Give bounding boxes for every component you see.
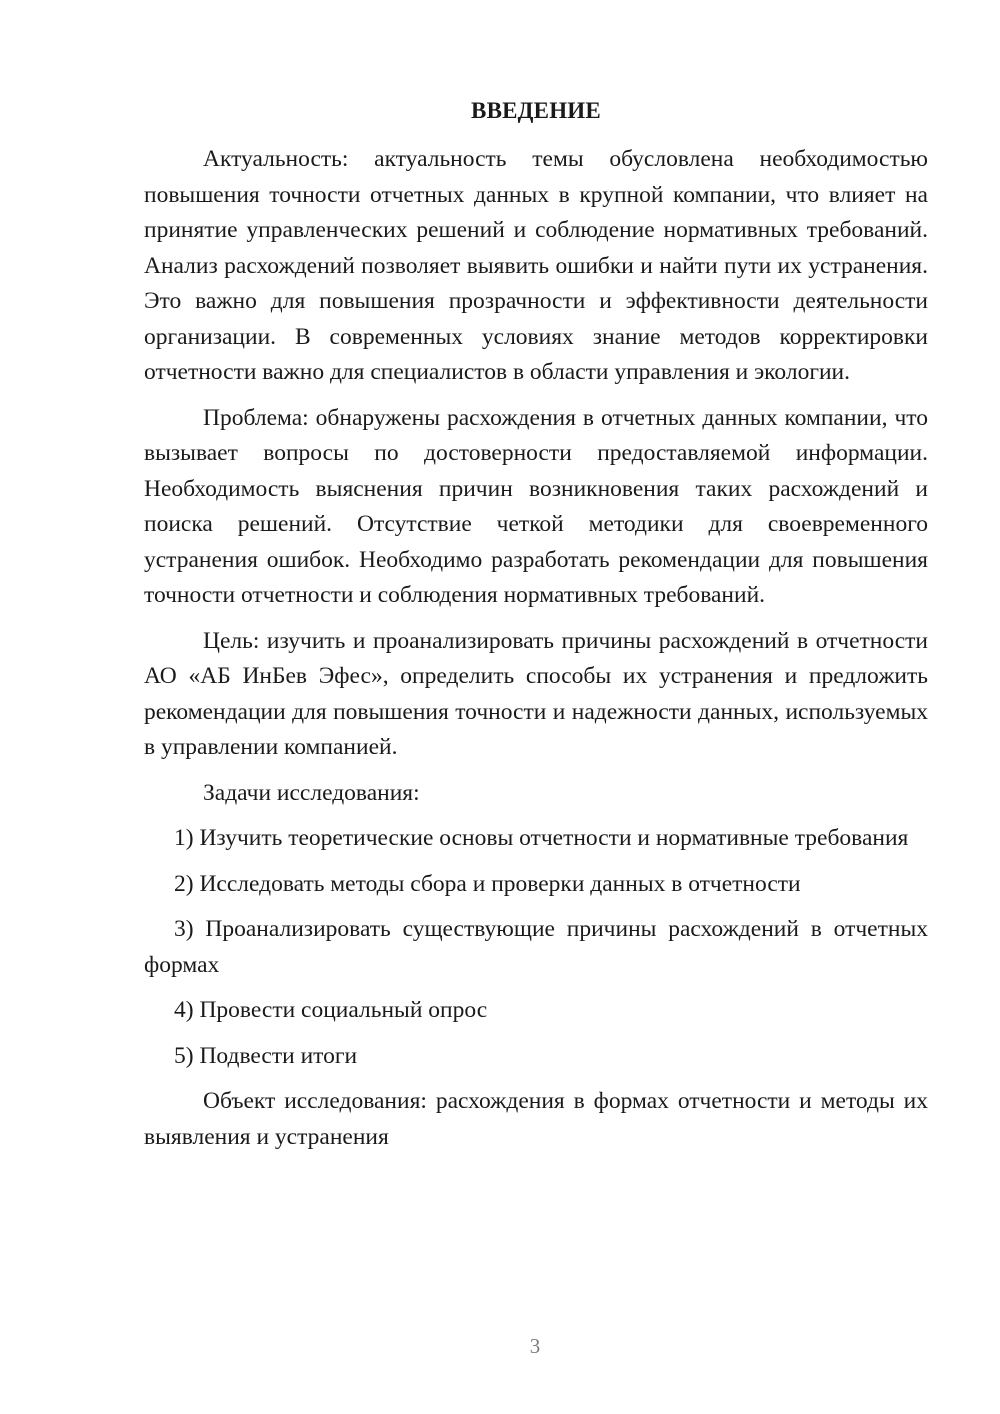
paragraph-problem: Проблема: обнаружены расхождения в отчетных данных компании, что вызывает вопросы по достоверности предоставляемой информации. Необходимость выяснения причин возникновения таких расхождений и поиска решений. Отсутствие четкой методики для своевременного устранения ошибок. Необходимо разработать рекомендации для повышения точности отчетности и соблюдения нормативных требований. [144, 404, 928, 608]
task-item: 2) Исследовать методы сбора и проверки данных в отчетности [174, 870, 801, 897]
section-title: ВВЕДЕНИЕ [471, 98, 601, 123]
document-body [144, 142, 928, 1155]
tasks-heading: Задачи исследования: [203, 779, 420, 806]
task-item: 1) Изучить теоретические основы отчетности и нормативные требования [174, 825, 909, 851]
paragraph-goal: Цель: изучить и проанализировать причины расхождений в отчетности АО «АБ ИнБев Эфес», определить способы их устранения и предложить рекомендации для повышения точности и надежности данных, используемых в управлении компанией. [144, 627, 928, 760]
task-item: 3) Проанализировать существующие причины расхождений в отчетных формах [144, 916, 928, 978]
task-item: 5) Подвести итоги [174, 1042, 358, 1069]
page-number: 3 [529, 1334, 541, 1358]
paragraph-object: Объект исследования: расхождения в формах отчетности и методы их выявления и устранения [144, 1088, 928, 1150]
task-item: 4) Провести социальный опрос [174, 997, 488, 1023]
paragraph-relevance: Актуальность: актуальность темы обусловлена необходимостью повышения точности отчетных данных в крупной компании, что влияет на принятие управленческих решений и соблюдение нормативных требований. Анализ расхождений позволяет выявить ошибки и найти пути их устранения. Это важно для повышения прозрачности и эффективности деятельности организации. В современных условиях знание методов корректировки отчетности важно для специалистов в области управления и экологии. [144, 146, 928, 385]
